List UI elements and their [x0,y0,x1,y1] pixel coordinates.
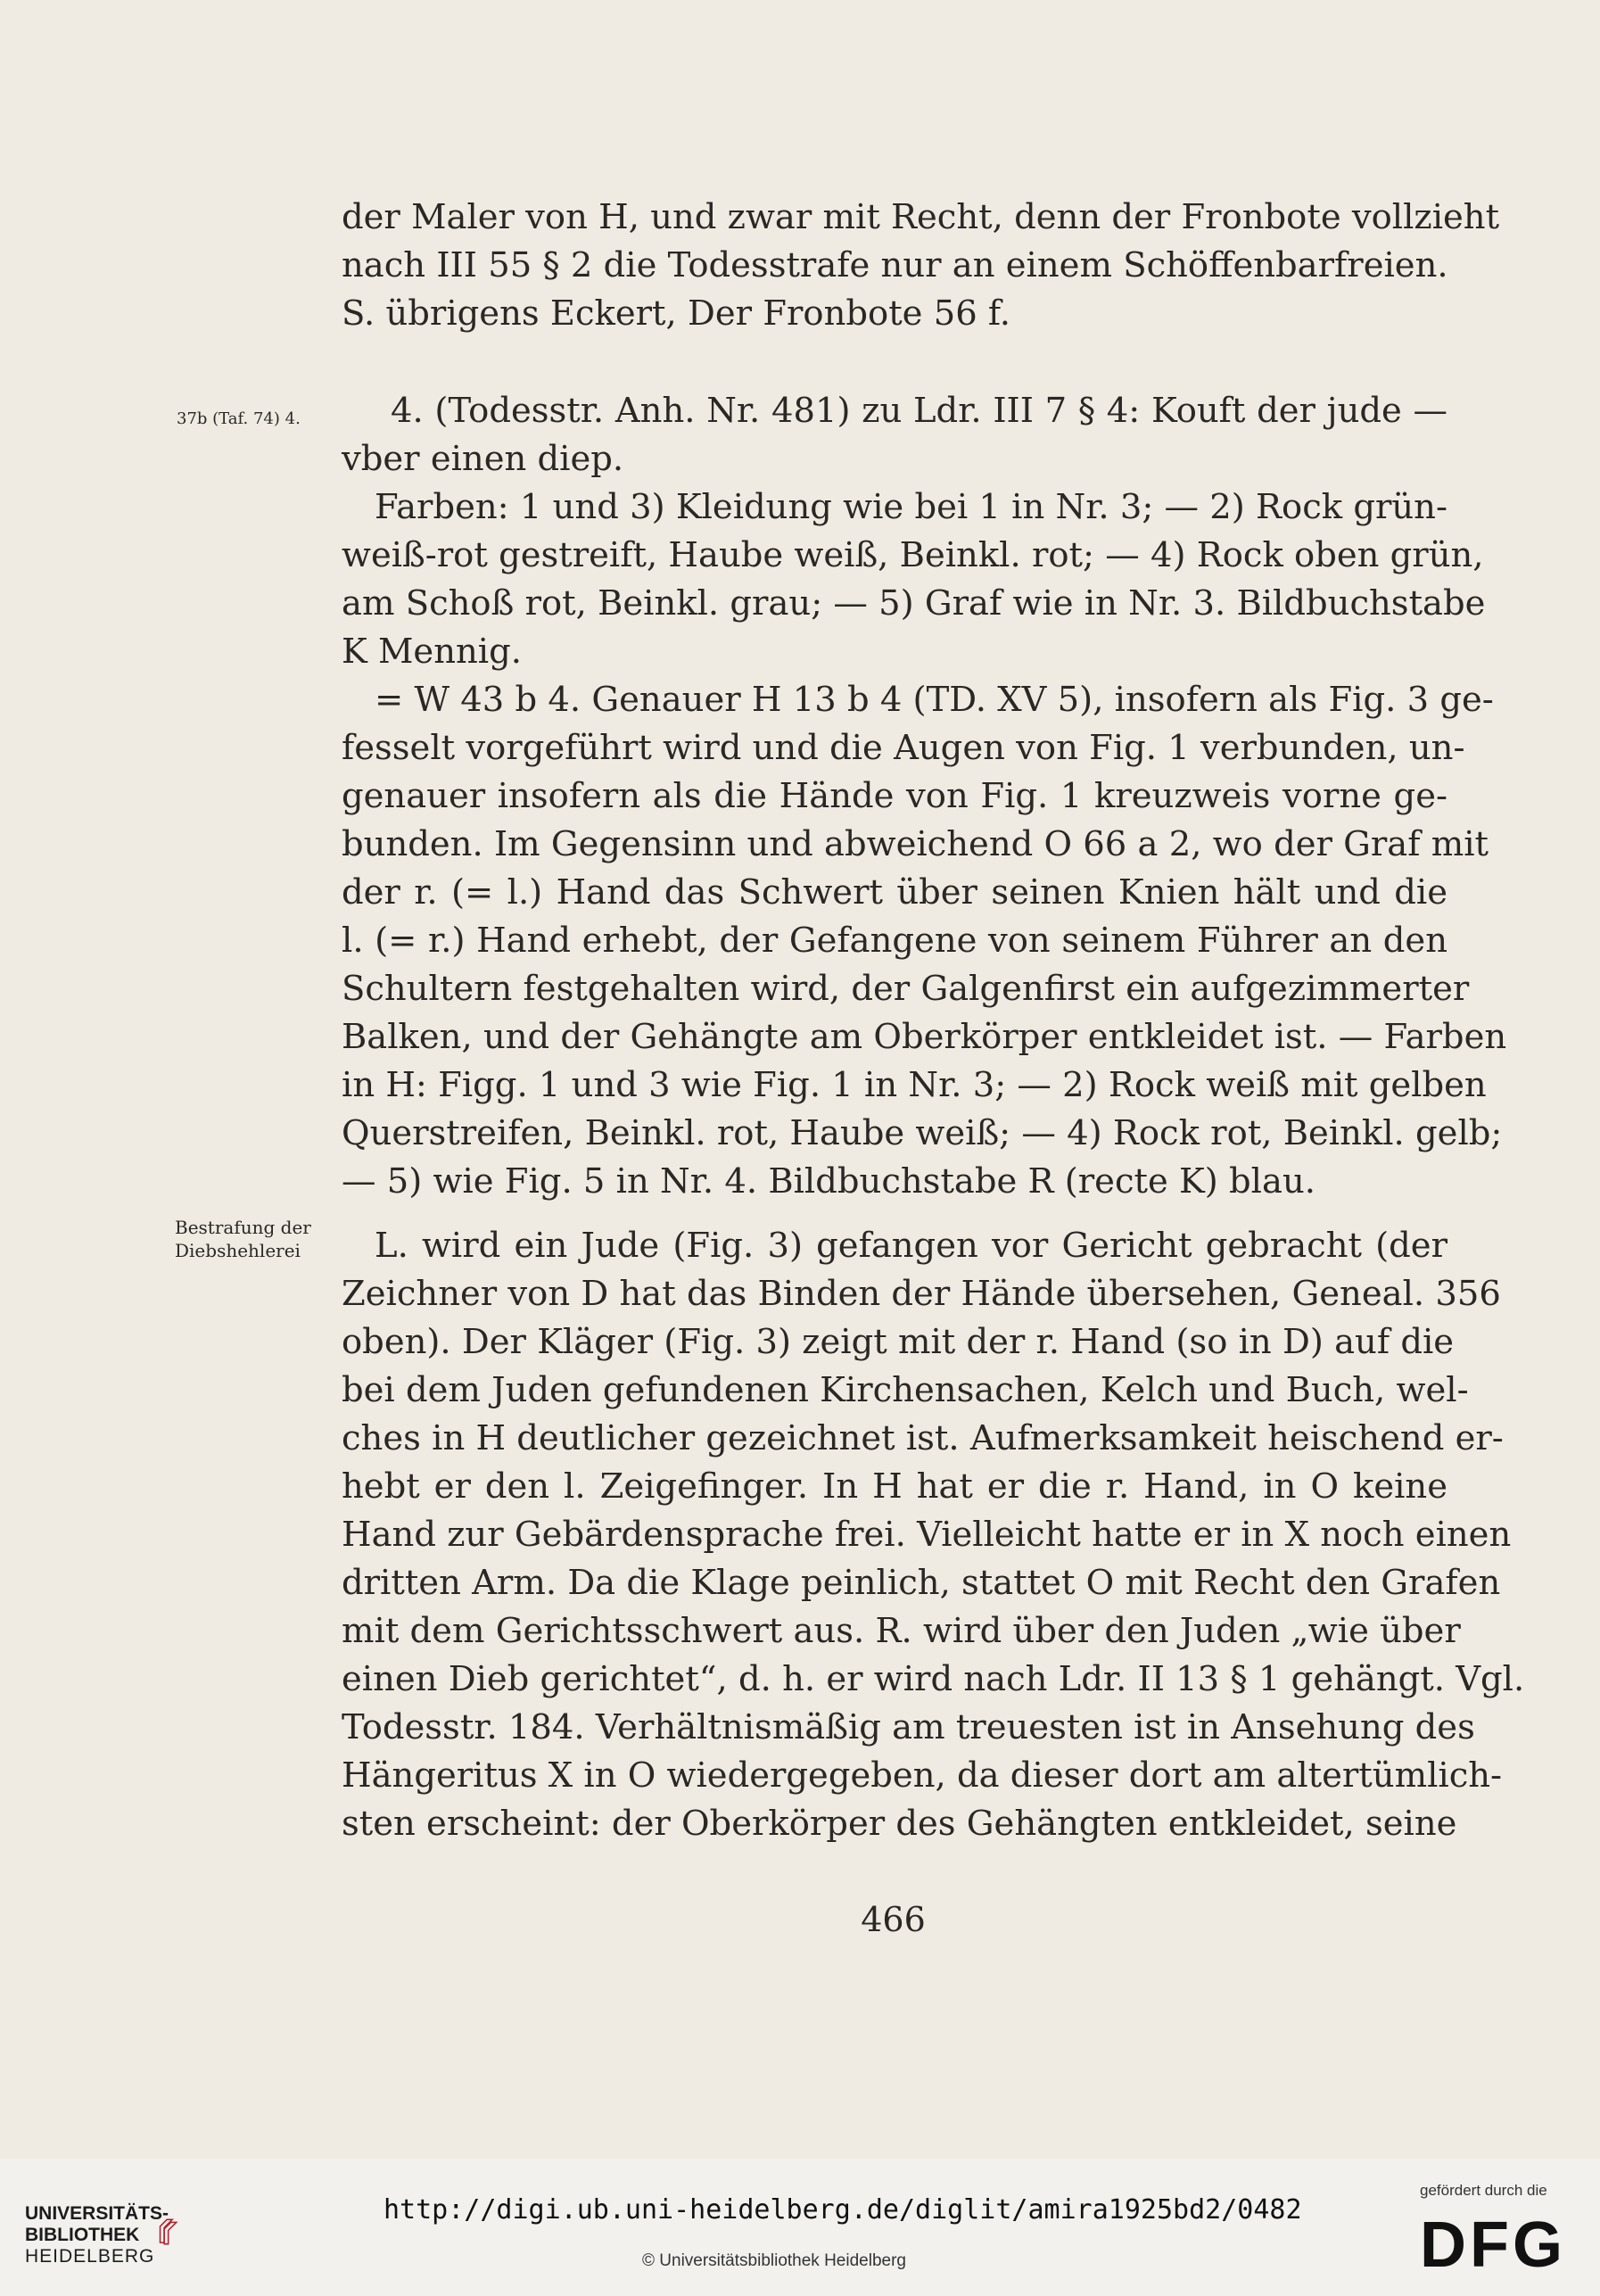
text-line: oben). Der Kläger (Fig. 3) zeigt mit der r. Hand (so in D) auf die [342,1322,1455,1362]
text-line: Balken, und der Gehängte am Oberkörper entkleidet ist. — Farben [342,1017,1507,1057]
text-line: am Schoß rot, Beinkl. grau; — 5) Graf wie in Nr. 3. Bildbuchstabe [342,583,1486,624]
permalink-url[interactable]: http://digi.ub.uni-heidelberg.de/diglit/amira1925bd2/0482 [384,2194,1302,2226]
library-name-line-3: HEIDELBERG [25,2246,155,2267]
margin-topic-line-2: Diebshehlerei [175,1240,301,1261]
text-line: ches in H deutlicher gezeichnet ist. Aufmerksamkeit heischend er- [342,1418,1504,1458]
margin-topic-line-1: Bestrafung der [175,1217,311,1238]
text-line: Zeichner von D hat das Binden der Hände übersehen, Geneal. 356 [342,1274,1501,1314]
text-line: K Mennig. [342,632,522,672]
text-line: vber einen diep. [342,439,624,479]
text-line: der r. (= l.) Hand das Schwert über seinen Knien hält und die [342,872,1447,913]
text-line: mit dem Gerichtsschwert aus. R. wird über den Juden „wie über [342,1611,1461,1651]
copyright-notice: © Universitätsbibliothek Heidelberg [642,2251,906,2270]
text-line: weiß-rot gestreift, Haube weiß, Beinkl. rot; — 4) Rock oben grün, [342,535,1484,575]
text-line: L. wird ein Jude (Fig. 3) gefangen vor Gericht gebracht (der [375,1226,1447,1266]
text-line: sten erscheint: der Oberkörper des Gehängten entkleidet, seine [342,1804,1457,1844]
text-line: hebt er den l. Zeigefinger. In H hat er die r. Hand, in O keine [342,1466,1447,1507]
text-line: der Maler von H, und zwar mit Recht, denn der Fronbote vollzieht [342,197,1500,237]
text-line: Querstreifen, Beinkl. rot, Haube weiß; — 4) Rock rot, Beinkl. gelb; [342,1113,1503,1153]
footer-bar [0,2159,1600,2296]
library-name-line-2: BIBLIOTHEK [25,2225,140,2245]
page-number: 466 [861,1900,926,1939]
text-line: Hand zur Gebärdensprache frei. Vielleicht hatte er in X noch einen [342,1515,1512,1555]
text-line: Schultern festgehalten wird, der Galgenfirst ein aufgezimmerter [342,969,1470,1009]
text-line: S. übrigens Eckert, Der Fronbote 56 f. [342,293,1011,334]
text-line: bunden. Im Gegensinn und abweichend O 66 a 2, wo der Graf mit [342,824,1489,864]
text-line: Todesstr. 184. Verhältnismäßig am treuesten ist in Ansehung des [342,1707,1475,1747]
funder-caption: gefördert durch die [1420,2182,1547,2199]
text-line: genauer insofern als die Hände von Fig. 1 kreuzweis vorne ge- [342,776,1447,816]
library-logo-icon [159,2187,221,2276]
text-line: Hängeritus X in O wiedergegeben, da dieser dort am altertümlich- [342,1755,1503,1796]
text-line: fesselt vorgeführt wird und die Augen von Fig. 1 verbunden, un- [342,728,1465,768]
margin-plate-reference: 37b (Taf. 74) 4. [177,409,301,428]
text-line: Farben: 1 und 3) Kleidung wie bei 1 in Nr. 3; — 2) Rock grün- [375,487,1447,527]
text-line: l. (= r.) Hand erhebt, der Gefangene von seinem Führer an den [342,921,1447,961]
text-line: dritten Arm. Da die Klage peinlich, stattet O mit Recht den Grafen [342,1563,1501,1603]
library-name-line-1: UNIVERSITÄTS- [25,2203,169,2224]
dfg-logo: DFG [1420,2209,1566,2281]
text-line: = W 43 b 4. Genauer H 13 b 4 (TD. XV 5), insofern als Fig. 3 ge- [375,680,1494,720]
text-line: einen Dieb gerichtet“, d. h. er wird nach Ldr. II 13 § 1 gehängt. Vgl. [342,1659,1525,1699]
text-line: — 5) wie Fig. 5 in Nr. 4. Bildbuchstabe R (recte K) blau. [342,1161,1315,1202]
text-line: bei dem Juden gefundenen Kirchensachen, Kelch und Buch, wel- [342,1370,1469,1410]
text-line: nach III 55 § 2 die Todesstrafe nur an einem Schöffenbarfreien. [342,245,1448,285]
text-line: in H: Figg. 1 und 3 wie Fig. 1 in Nr. 3; — 2) Rock weiß mit gelben [342,1065,1487,1105]
text-line: 4. (Todesstr. Anh. Nr. 481) zu Ldr. III 7 § 4: Kouft der jude — [391,391,1447,431]
